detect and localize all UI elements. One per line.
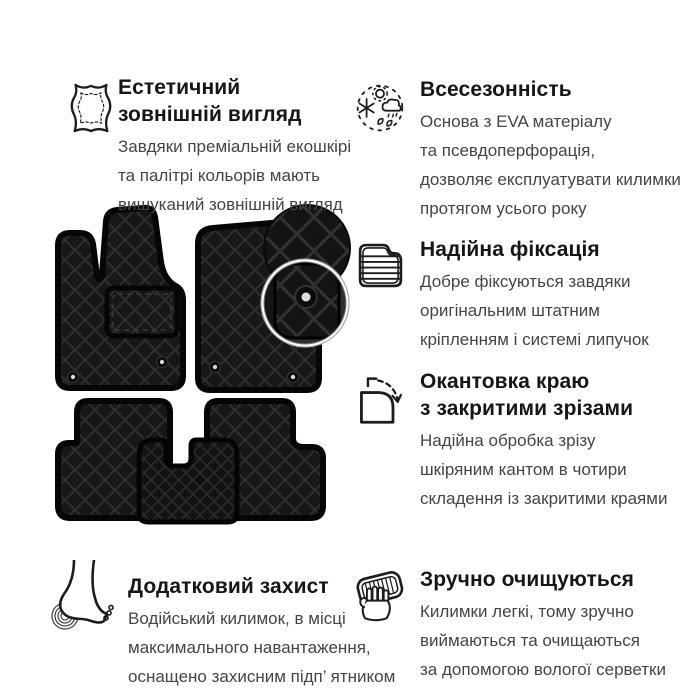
feature-body: Завдяки преміальній екошкірі та палітрі кольорів мають вишуканий зовнішній вигляд [118, 137, 352, 214]
feature-cleaning [352, 556, 666, 684]
feature-title: Естетичний [118, 76, 241, 99]
fastener-zoom-inset [261, 259, 351, 349]
feature-body: Килимки легкі, тому зручно виймаються та очищаються за допомогою вологої серветки [420, 602, 666, 679]
rear-tunnel-mat [139, 440, 237, 522]
feature-title: зовнішній вигляд [118, 103, 302, 126]
hand-wiping-mat-icon [352, 564, 408, 626]
leather-hide-icon [66, 76, 116, 140]
four-seasons-icon [355, 80, 405, 136]
feature-title: Надійна фіксація [420, 238, 600, 261]
feature-allseason [355, 76, 681, 223]
feature-body: Водійський килимок, в місці максимального навантаження, оснащено захисним підп’ ятником [128, 609, 396, 686]
feature-body: Основа з EVA матеріалу та псевдоперфорація, дозволяє експлуатувати килимки протягом усього року [420, 112, 681, 218]
front-left-mat [58, 208, 183, 388]
feature-title: Всесезонність [420, 78, 572, 101]
feature-title: Додатковий захист [128, 575, 329, 598]
feature-title: Окантовка краю [420, 370, 590, 393]
heel-pad [107, 288, 177, 336]
feature-title: з закритими зрізами [420, 397, 634, 420]
ribbed-mat-icon [356, 241, 405, 290]
hand [360, 587, 390, 621]
product-photo-car-mats [25, 200, 355, 550]
feature-title: Зручно очищуються [420, 568, 634, 591]
feature-body: Добре фіксуються завдяки оригінальним штатним кріпленням і системі липучок [420, 272, 649, 349]
feature-body: Надійна обробка зрізу шкіряним кантом в чотири складення із закритими краями [420, 431, 668, 508]
feature-protection [50, 560, 395, 691]
foot-heel-pad-icon [50, 560, 114, 636]
feature-aesthetic [66, 74, 351, 219]
feature-fixation [356, 236, 649, 354]
car-mats-illustration [25, 200, 355, 550]
wrapped-edge-icon [354, 372, 406, 428]
feature-edging [354, 368, 667, 513]
